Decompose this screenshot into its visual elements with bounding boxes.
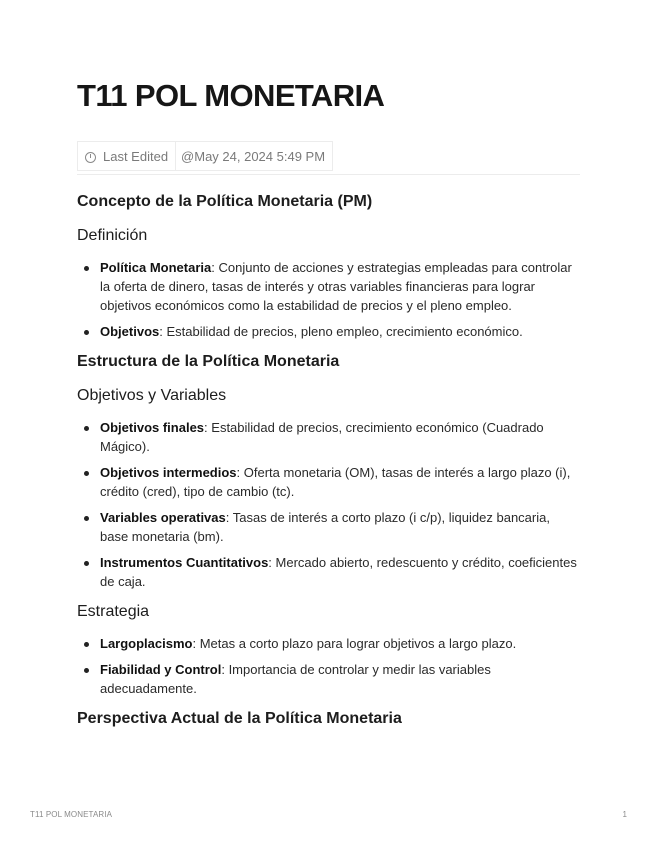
footer-title: T11 POL MONETARIA [30,810,113,819]
item-text: : Importancia de controlar y medir las variables adecuadamente. [100,662,491,696]
list-item [100,418,580,456]
item-term: Instrumentos Cuantitativos [100,555,269,570]
item-term: Largoplacismo [100,636,193,651]
last-edited-value[interactable]: @May 24, 2024 5:49 PM [181,148,326,164]
item-term: Objetivos intermedios [100,465,237,480]
heading-estrategia: Estrategia [77,603,150,620]
list-objetivos-variables [77,418,580,591]
item-text: : Mercado abierto, redescuento y crédito, coeficientes de caja. [100,555,577,589]
heading-estructura: Estructura de la Política Monetaria [77,353,340,370]
item-text: : Tasas de interés a corto plazo (i c/p), liquidez bancaria, base monetaria (bm). [100,510,550,544]
list-definicion [77,258,580,341]
item-term: Fiabilidad y Control [100,662,222,677]
item-term: Política Monetaria [100,260,212,275]
list-item [100,322,580,341]
heading-definicion: Definición [77,227,148,244]
page-number: 1 [622,810,627,819]
item-text: : Estabilidad de precios, crecimiento económico (Cuadrado Mágico). [100,420,544,454]
list-item [100,463,580,501]
list-item [100,660,580,698]
item-text: : Estabilidad de precios, pleno empleo, crecimiento económico. [159,324,523,339]
heading-perspectiva: Perspectiva Actual de la Política Monetaria [77,710,402,727]
item-text: : Metas a corto plazo para lograr objetivos a largo plazo. [192,636,517,651]
last-edited-property [78,142,176,170]
heading-objetivos-variables: Objetivos y Variables [77,387,227,404]
list-estrategia [77,634,580,698]
clock-icon [85,152,96,163]
list-item [100,553,580,591]
page-title: T11 POL MONETARIA [77,78,385,113]
heading-concepto: Concepto de la Política Monetaria (PM) [77,193,373,210]
item-text: : Oferta monetaria (OM), tasas de interés a largo plazo (i), crédito (cred), tipo de cambio (tc). [100,465,571,499]
list-item [100,258,580,315]
last-edited-label: Last Edited [103,148,169,164]
item-term: Objetivos finales [100,420,205,435]
item-text: : Conjunto de acciones y estrategias empleadas para controlar la oferta de dinero, tasas de interés y otras variables financieras para lograr objetivos económicos como la estabilidad de precios y el pleno empleo. [100,260,572,313]
list-item [100,508,580,546]
document-content [77,190,580,741]
list-item [100,634,580,653]
item-term: Variables operativas [100,510,226,525]
properties-row [77,141,333,171]
divider [77,174,580,175]
item-term: Objetivos [100,324,160,339]
